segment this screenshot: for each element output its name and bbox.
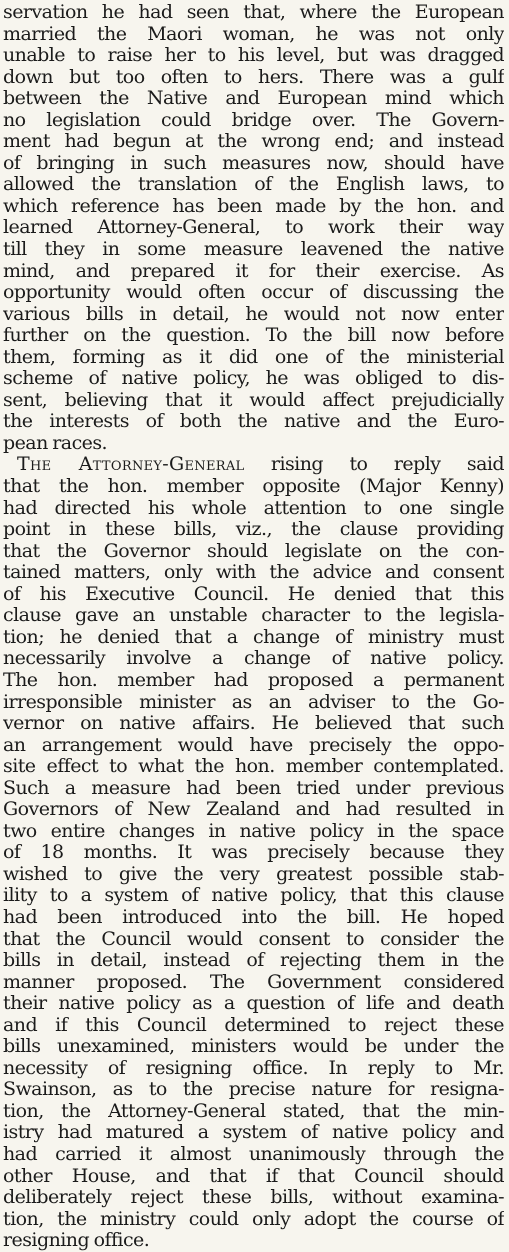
text-line: Governors of New Zealand and had resulted in	[3, 799, 504, 821]
text-line: various bills in detail, he would not now enter	[3, 303, 504, 325]
text-line: which reference has been made by the hon. and	[3, 195, 504, 217]
text-line: ment had begun at the wrong end; and instead	[3, 131, 504, 153]
text-line: bills unexamined, ministers would be under the	[3, 1036, 504, 1058]
text-line: vernor on native affairs. He believed that such	[3, 713, 504, 735]
text-line: site effect to what the hon. member contemplated.	[3, 756, 504, 778]
text-line: tion, the Attorney-General stated, that the min-	[3, 1100, 504, 1122]
text-line: married the Maori woman, he was not only	[3, 23, 504, 45]
text-line: two entire changes in native policy in the space	[3, 820, 504, 842]
text-line: the interests of both the native and the Euro-	[3, 411, 504, 433]
text-line: clause gave an unstable character to the legisla-	[3, 605, 504, 627]
paragraph-1	[3, 2, 504, 454]
text-line: and if this Council determined to reject these	[3, 1014, 504, 1036]
text-line: unable to raise her to his level, but was dragged	[3, 45, 504, 67]
text-line: between the Native and European mind which	[3, 88, 504, 110]
text-line: allowed the translation of the English laws, to	[3, 174, 504, 196]
text-line: of his Executive Council. He denied that this	[3, 583, 504, 605]
text-line: deliberately reject these bills, without examina-	[3, 1187, 504, 1209]
text-line: istry had matured a system of native policy and	[3, 1122, 504, 1144]
text-line: pean races.	[3, 432, 108, 454]
text-line	[3, 454, 504, 476]
text-line: irresponsible minister as an adviser to the Go-	[3, 691, 504, 713]
speaker-name: The Attorney-General	[17, 454, 245, 476]
text-line: further on the question. To the bill now before	[3, 325, 504, 347]
text-line: no legislation could bridge over. The Govern-	[3, 109, 504, 131]
text-line: other House, and that if that Council should	[3, 1165, 504, 1187]
paragraph-2	[3, 454, 504, 1251]
text-line: till they in some measure leavened the native	[3, 239, 504, 261]
text-line: mind, and prepared it for their exercise. As	[3, 260, 504, 282]
text-line: of 18 months. It was precisely because they	[3, 842, 504, 864]
text-line: of bringing in such measures now, should have	[3, 152, 504, 174]
text-line: The hon. member had proposed a permanent	[3, 669, 504, 691]
text-line: tained matters, only with the advice and consent	[3, 562, 504, 584]
text-line: them, forming as it did one of the ministerial	[3, 346, 504, 368]
text-line: that the hon. member opposite (Major Kenny)	[3, 476, 504, 498]
text-line: that the Council would consent to consider the	[3, 928, 504, 950]
text-line: bills in detail, instead of rejecting them in the	[3, 950, 504, 972]
text-line: servation he had seen that, where the European	[3, 2, 504, 23]
text-line: wished to give the very greatest possible stab-	[3, 863, 504, 885]
text-line: necessity of resigning office. In reply to Mr.	[3, 1057, 504, 1079]
text-line: an arrangement would have precisely the oppo-	[3, 734, 504, 756]
text-line: resigning office.	[3, 1230, 150, 1252]
text-line: sent, believing that it would affect prejudicially	[3, 389, 504, 411]
text-line: opportunity would often occur of discussing the	[3, 282, 504, 304]
text-line: tion; he denied that a change of ministry must	[3, 626, 504, 648]
text-line: tion, the ministry could only adopt the course of	[3, 1208, 504, 1230]
text-line: scheme of native policy, he was obliged to dis-	[3, 368, 504, 390]
text-line: had carried it almost unanimously through the	[3, 1143, 504, 1165]
text-line: manner proposed. The Government considered	[3, 971, 504, 993]
text-line: that the Governor should legislate on the con-	[3, 540, 504, 562]
text-line: had been introduced into the bill. He hoped	[3, 906, 504, 928]
text-line: point in these bills, viz., the clause providing	[3, 519, 504, 541]
text-run: rising to reply said	[244, 454, 504, 476]
text-line: their native policy as a question of life and death	[3, 993, 504, 1015]
newspaper-column	[3, 2, 504, 1252]
text-line: learned Attorney-General, to work their way	[3, 217, 504, 239]
text-line: Such a measure had been tried under previous	[3, 777, 504, 799]
text-line: Swainson, as to the precise nature for resigna-	[3, 1079, 504, 1101]
text-line: ility to a system of native policy, that this clause	[3, 885, 504, 907]
text-line: had directed his whole attention to one single	[3, 497, 504, 519]
text-line: down but too often to hers. There was a gulf	[3, 66, 504, 88]
text-line: necessarily involve a change of native policy.	[3, 648, 504, 670]
